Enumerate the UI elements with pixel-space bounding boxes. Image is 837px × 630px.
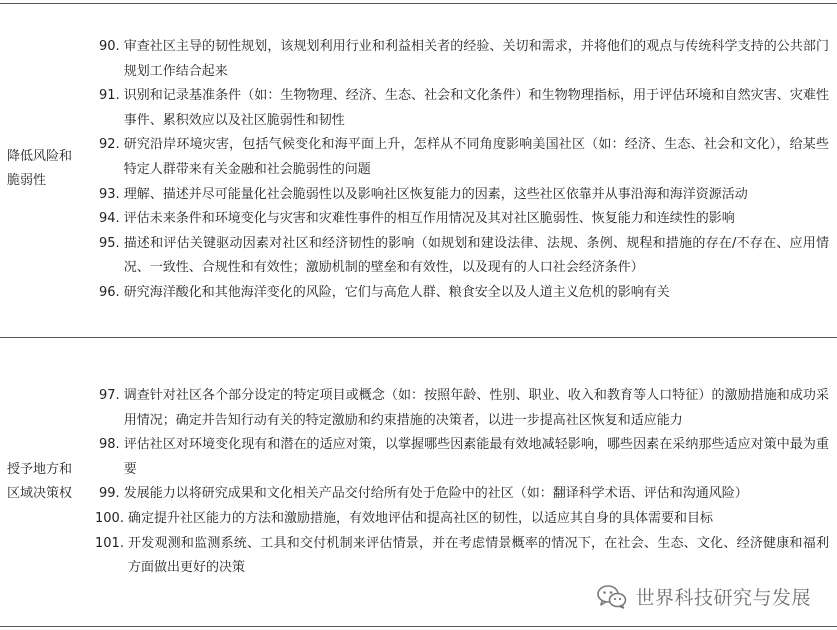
item-number: 97.	[99, 388, 120, 403]
item-text: 发展能力以将研究成果和文化相关产品交付给所有处于危险中的社区（如：翻译科学术语、评估和沟通风险）	[123, 486, 748, 502]
list-item	[99, 232, 829, 281]
section-reduce-risk	[0, 4, 837, 337]
item-text: 理解、描述并尽可能量化社会脆弱性以及影响社区恢复能力的因素，这些社区依靠并从事沿海和海洋资源活动	[123, 186, 748, 202]
item-number: 93.	[99, 186, 120, 202]
wechat-icon	[597, 585, 627, 609]
item-text: 描述和评估关键驱动因素对社区和经济韧性的影响（如规划和建设法律、法规、条例、规程和措施的存在/不存在、应用情况、一致性、合规性和有效性；激励机制的壁垒和有效性，以及现有的人口社会经济条件）	[123, 235, 829, 276]
list-item	[99, 482, 829, 507]
item-text: 开发观测和监测系统、工具和交付机制来评估情景，并在考虑情景概率的情况下，在社会、生态、文化、经济健康和福利方面做出更好的决策	[127, 535, 829, 576]
list-item	[99, 281, 829, 306]
list-item	[95, 532, 829, 581]
item-text: 审查社区主导的韧性规划，该规划利用行业和利益相关者的经验、关切和需求，并将他们的观点与传统科学支持的公共部门规划工作结合起来	[123, 39, 829, 79]
item-number: 92.	[99, 137, 120, 153]
list-item	[95, 507, 829, 532]
item-text: 研究海洋酸化和其他海洋变化的风险，它们与高危人群、粮食安全以及人道主义危机的影响有关	[123, 284, 670, 300]
item-number: 99.	[99, 486, 120, 502]
list-item	[99, 183, 829, 208]
watermark-text: 世界科技研究与发展	[635, 587, 811, 609]
list-item	[99, 384, 829, 433]
item-text: 确定提升社区能力的方法和激励措施，有效地评估和提高社区的韧性，以适应其自身的具体需要和目标	[127, 510, 713, 526]
item-number: 91.	[99, 88, 120, 104]
item-text: 评估未来条件和环境变化与灾害和灾难性事件的相互作用情况及其对社区脆弱性、恢复能力和连续性的影响	[123, 211, 735, 227]
item-text: 识别和记录基准条件（如：生物物理、经济、生态、社会和文化条件）和生物物理指标，用于评估环境和自然灾害、灾难性事件、累积效应以及社区脆弱性和韧性	[123, 88, 829, 128]
bottom-rule	[0, 626, 837, 627]
list-item	[99, 133, 829, 182]
item-text: 调查针对社区各个部分设定的特定项目或概念（如：按照年龄、性别、职业、收入和教育等人口特征）的激励措施和成功采用情况；确定并告知行动有关的特定激励和约束措施的决策者，以进一步提高社区恢复和适应能力	[123, 388, 829, 428]
section-label: 授予地方和 区域决策权	[7, 462, 73, 501]
list-item	[99, 35, 829, 84]
list-item	[99, 433, 829, 482]
item-number: 96.	[99, 284, 120, 300]
item-number: 94.	[99, 211, 120, 227]
item-text: 研究沿岸环境灾害，包括气候变化和海平面上升，怎样从不同角度影响美国社区（如：经济、生态、社会和文化），给某些特定人群带来有关金融和社会脆弱性的问题	[123, 137, 829, 177]
watermark	[597, 583, 811, 610]
list-item	[99, 207, 829, 232]
item-list	[95, 384, 829, 581]
list-item	[99, 84, 829, 133]
item-number: 90.	[99, 39, 120, 54]
item-number: 95.	[99, 235, 120, 251]
section-label: 降低风险和 脆弱性	[7, 149, 73, 188]
item-number: 101.	[95, 535, 124, 551]
item-list	[99, 35, 829, 306]
item-number: 98.	[99, 437, 120, 453]
item-number: 100.	[95, 510, 124, 526]
item-text: 评估社区对环境变化现有和潜在的适应对策，以掌握哪些因素能最有效地减轻影响，哪些因素在采纳那些适应对策中最为重要	[123, 437, 829, 477]
